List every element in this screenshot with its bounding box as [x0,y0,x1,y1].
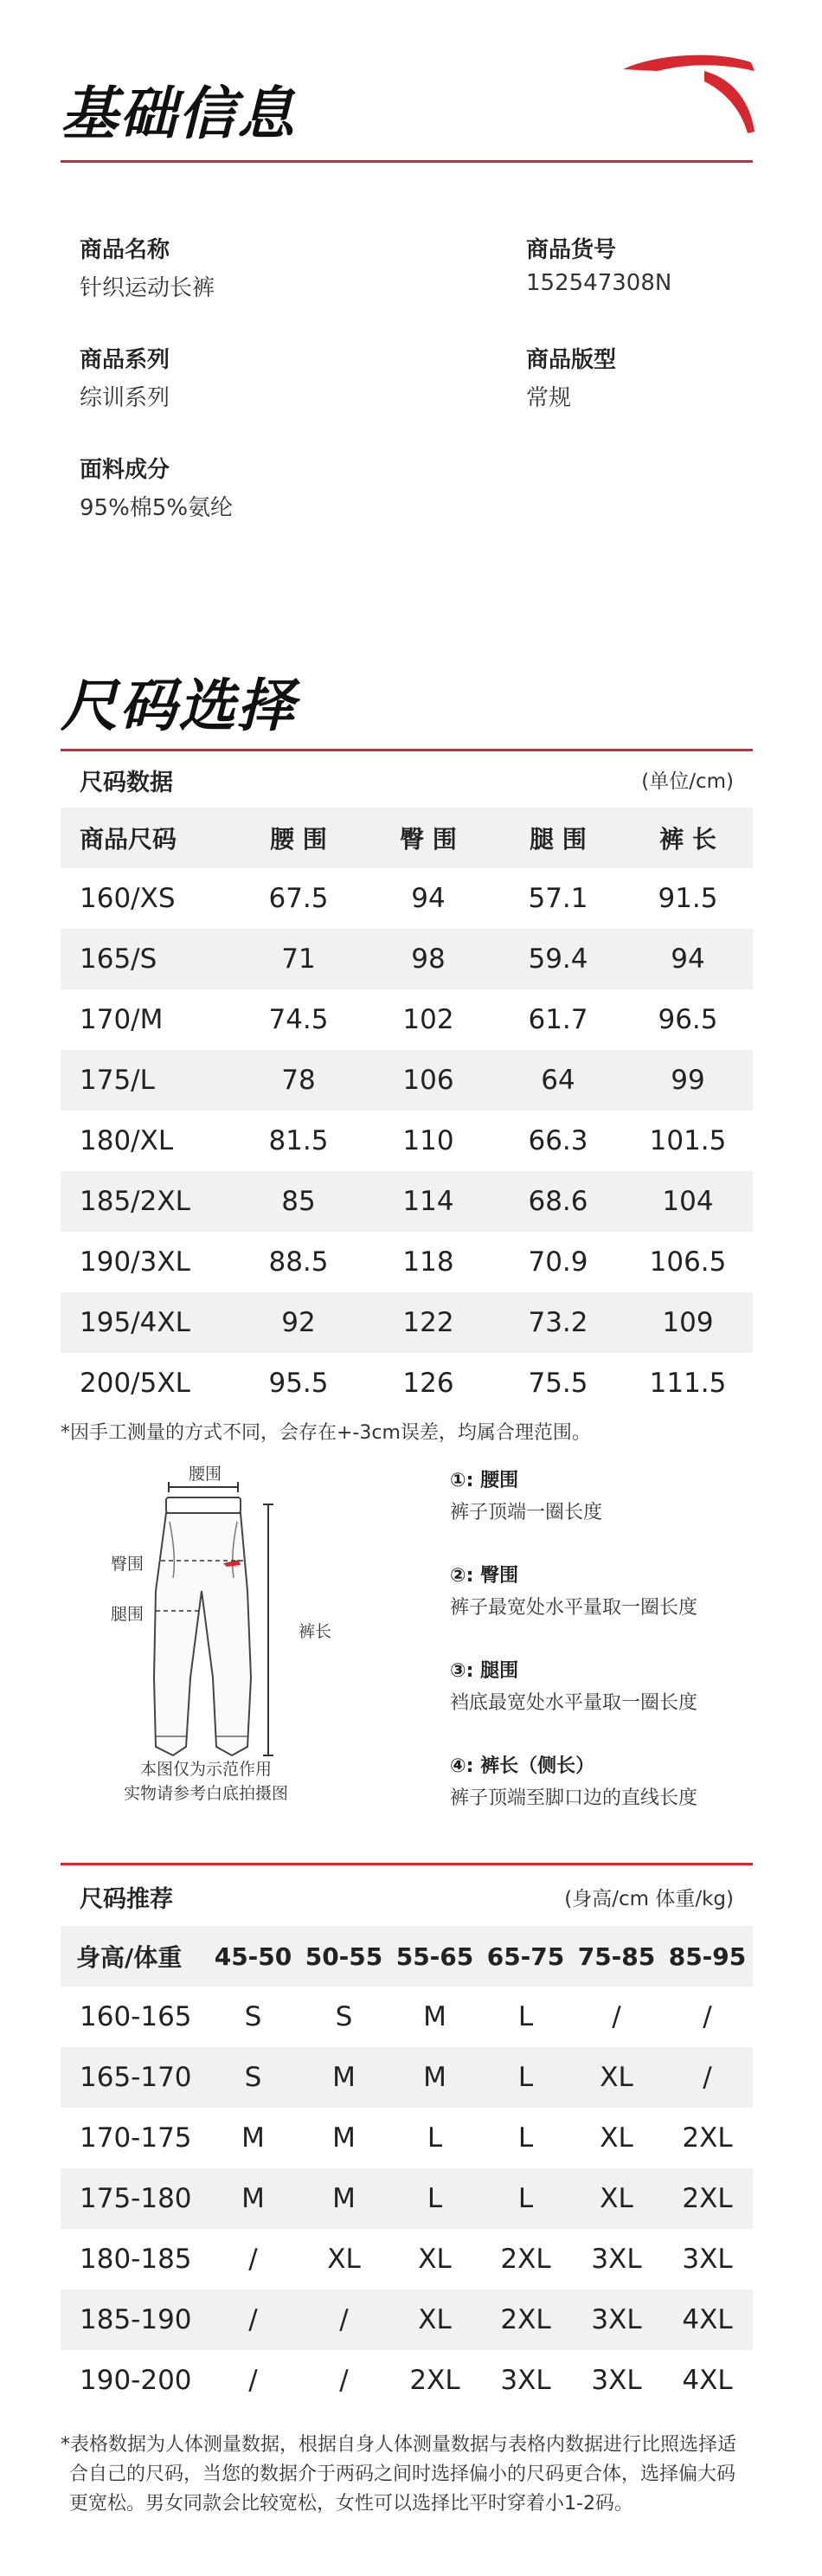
brand-logo-icon [621,52,756,133]
table-cell: M [241,2122,265,2154]
diagram-caption-line: 本图仅为示范作用 [139,1760,272,1779]
table-header-row [61,808,753,868]
table-cell: 109 [623,1292,753,1353]
table-cell: 73.2 [493,1292,623,1353]
table-cell: 78 [234,1050,363,1111]
table-cell: 2XL [500,2244,551,2275]
table-cell: 2XL [409,2365,460,2396]
table-row [61,1111,753,1171]
waist-diagram-label: 腰围 [189,1465,222,1484]
table-row [61,2168,753,2229]
product-series-value: 综训系列 [80,385,170,411]
measurement-item [450,1751,697,1810]
table-row [61,868,753,929]
size-data-title: 尺码数据 [80,770,173,796]
table-cell: 4XL [662,2289,753,2350]
table-cell: / [248,2244,258,2275]
table-cell: / [339,2365,349,2396]
table-cell: 165/S [61,929,234,989]
table-row [61,1232,753,1292]
table-cell: 75.5 [528,1368,588,1399]
measurement-desc: 裤子最宽处水平量取一圈长度 [450,1597,698,1619]
table-cell: 122 [363,1292,493,1353]
table-cell: 175/L [61,1050,234,1111]
measurement-title: ④: 裤长（侧长） [450,1755,595,1777]
size-data-table [61,808,753,1414]
table-cell: / [299,2289,389,2350]
table-cell: 160/XS [80,883,176,914]
table-cell: / [612,2001,621,2032]
recommend-divider [61,1863,753,1865]
table-header-cell: 臀 围 [363,808,493,868]
recommend-note-line: 更宽松。男女同款会比较宽松，女性可以选择比平时穿着小1-2码。 [69,2493,633,2515]
product-fit-value: 常规 [526,385,572,411]
recommend-note [61,2431,761,2519]
table-cell: 59.4 [493,929,623,989]
table-cell: 3XL [591,2244,642,2275]
table-cell: 95.5 [268,1368,329,1399]
length-diagram-label: 裤长 [299,1622,332,1641]
table-cell: S [208,2047,299,2108]
table-cell: XL [327,2244,361,2275]
fabric-label: 面料成分 [80,457,170,483]
measurement-item [450,1561,697,1620]
table-cell: XL [571,2047,662,2108]
table-cell: 195/4XL [61,1292,234,1353]
basic-info-title: 基础信息 [61,80,296,147]
table-cell: 110 [402,1125,454,1156]
table-cell: 185/2XL [61,1171,234,1232]
table-cell: XL [389,2289,480,2350]
table-cell: M [299,2047,389,2108]
table-cell: L [480,2168,571,2229]
table-cell: M [299,2168,389,2229]
table-header-cell: 65-75 [480,1926,571,1987]
size-data-note: *因手工测量的方式不同，会存在+-3cm误差，均属合理范围。 [61,1422,591,1444]
product-code-value: 152547308N [526,270,672,296]
table-cell: L [389,2168,480,2229]
table-header-cell: 45-50 [208,1926,299,1987]
table-header-cell: 身高/体重 [61,1926,208,1987]
recommend-table [61,1926,753,2411]
table-cell: 3XL [682,2244,733,2275]
table-cell: 96.5 [658,1004,718,1035]
table-cell: 3XL [500,2365,551,2396]
size-section-divider [61,749,753,751]
table-row [61,2108,753,2168]
measurement-desc: 裤子顶端一圈长度 [450,1502,603,1523]
table-cell: 170/M [80,1004,164,1035]
table-cell: 57.1 [528,883,588,914]
table-cell: L [517,2001,534,2032]
table-cell: 94 [411,883,446,914]
measurement-item [450,1656,697,1715]
table-cell: 165-170 [61,2047,208,2108]
table-cell: 102 [402,1004,454,1035]
recommend-note-line: *表格数据为人体测量数据，根据自身人体测量数据与表格内数据进行比照选择适 [61,2434,737,2456]
table-cell: 118 [402,1246,454,1278]
table-header-cell: 75-85 [571,1926,662,1987]
table-cell: S [244,2001,262,2032]
table-cell: 180-185 [80,2244,192,2275]
table-cell: 190/3XL [80,1246,190,1278]
table-cell: M [332,2122,356,2154]
table-cell: 94 [623,929,753,989]
table-header-cell: 腿 围 [493,808,623,868]
table-cell: 200/5XL [80,1368,190,1399]
measurement-desc: 裤子顶端至脚口边的直线长度 [450,1787,698,1809]
table-row [61,2289,753,2350]
table-cell: L [480,2047,571,2108]
table-row [61,1050,753,1111]
table-row [61,2229,753,2289]
recommend-note-line: 合自己的尺码，当您的数据介于两码之间时选择偏小的尺码更合体，选择偏大码 [69,2463,736,2485]
table-row [61,1171,753,1232]
table-cell: 3XL [591,2365,642,2396]
product-fit-label: 商品版型 [526,347,617,373]
table-cell: 64 [493,1050,623,1111]
table-cell: 170-175 [80,2122,192,2154]
table-cell: 71 [234,929,363,989]
table-cell: XL [600,2122,633,2154]
table-cell: 68.6 [493,1171,623,1232]
table-cell: 190-200 [80,2365,192,2396]
measurement-title: ③: 腿围 [450,1660,519,1682]
table-cell: 66.3 [528,1125,588,1156]
table-cell: 104 [623,1171,753,1232]
table-cell: 180/XL [80,1125,174,1156]
recommend-title: 尺码推荐 [80,1886,173,1913]
table-cell: 81.5 [268,1125,329,1156]
table-cell: 91.5 [658,883,718,914]
fabric-value: 95%棉5%氨纶 [80,495,234,521]
product-code-label: 商品货号 [526,237,617,263]
table-cell: 160-165 [80,2001,192,2032]
table-cell: 4XL [682,2365,733,2396]
table-row [61,989,753,1050]
table-cell: M [423,2001,446,2032]
table-cell: XL [418,2244,452,2275]
thigh-diagram-label: 腿围 [111,1605,144,1624]
table-cell: 101.5 [649,1125,727,1156]
table-cell: 98 [363,929,493,989]
table-row [61,929,753,989]
table-cell: 106 [363,1050,493,1111]
table-row [61,1353,753,1414]
measurement-title: ①: 腰围 [450,1470,519,1491]
table-cell: M [389,2047,480,2108]
diagram-caption-line: 实物请参考白底拍摄图 [123,1784,288,1803]
table-cell: 92 [234,1292,363,1353]
table-cell: 2XL [480,2289,571,2350]
table-cell: 126 [402,1368,454,1399]
diagram-caption [76,1757,336,1806]
table-cell: S [335,2001,353,2032]
table-row [61,2047,753,2108]
table-cell: 74.5 [268,1004,329,1035]
table-cell: L [427,2122,443,2154]
table-row [61,1987,753,2047]
table-cell: L [517,2122,534,2154]
table-cell: 61.7 [528,1004,588,1035]
table-header-cell: 85-95 [662,1926,753,1987]
table-cell: 99 [623,1050,753,1111]
table-cell: / [208,2289,299,2350]
table-cell: 114 [363,1171,493,1232]
table-cell: 175-180 [61,2168,208,2229]
table-cell: 67.5 [268,883,329,914]
table-cell: 111.5 [649,1368,727,1399]
product-series-label: 商品系列 [80,347,170,373]
measurement-title: ②: 臀围 [450,1565,519,1587]
table-cell: XL [571,2168,662,2229]
hip-diagram-label: 臀围 [111,1555,144,1574]
size-section-title: 尺码选择 [61,673,296,739]
table-header-cell: 55-65 [389,1926,480,1987]
table-cell: 2XL [662,2168,753,2229]
table-cell: 185-190 [61,2289,208,2350]
table-cell: 3XL [571,2289,662,2350]
table-cell: 88.5 [268,1246,329,1278]
measurement-desc: 裆底最宽处水平量取一圈长度 [450,1692,698,1714]
table-cell: / [703,2001,712,2032]
table-header-cell: 50-55 [299,1926,389,1987]
product-name-value: 针织运动长裤 [80,275,215,301]
product-name-label: 商品名称 [80,237,170,263]
table-cell: / [248,2365,258,2396]
table-cell: 85 [234,1171,363,1232]
basic-info-divider [61,160,753,163]
table-cell: / [662,2047,753,2108]
table-cell: M [208,2168,299,2229]
table-row [61,1292,753,1353]
table-header-cell: 裤 长 [623,808,753,868]
measurement-item [450,1465,602,1524]
recommend-unit: (身高/cm 体重/kg) [564,1888,734,1910]
table-header-cell: 商品尺码 [61,808,234,868]
size-data-unit: (单位/cm) [641,770,734,793]
table-header-cell: 腰 围 [234,808,363,868]
table-header-row [61,1926,753,1987]
table-cell: 106.5 [649,1246,727,1278]
table-cell: 2XL [682,2122,733,2154]
table-row [61,2350,753,2411]
table-cell: 70.9 [528,1246,588,1278]
